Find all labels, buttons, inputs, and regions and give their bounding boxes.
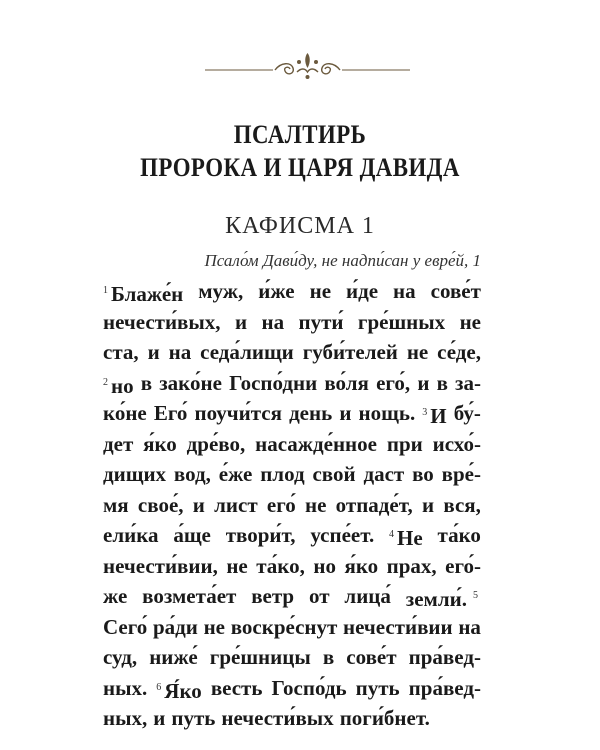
word: и: [153, 706, 166, 730]
verse-number: 4: [389, 529, 395, 540]
text-line: [103, 398, 481, 429]
text-line: [103, 307, 481, 338]
word: путь: [171, 706, 216, 730]
page-title-line-1: ПСАЛТИРЬ: [233, 120, 367, 149]
word: путь: [355, 675, 400, 700]
word: Госпо́дь: [271, 675, 347, 700]
text-line: [103, 490, 481, 521]
text-line: [103, 520, 481, 551]
word: успе́ет.: [310, 523, 375, 547]
word: возмета́ет: [142, 584, 237, 608]
word: пра́вед-: [408, 645, 481, 669]
word: ели́ка: [103, 523, 159, 547]
word: не: [203, 614, 225, 639]
word: губи́телей: [302, 340, 398, 364]
word: и: [234, 309, 248, 334]
word: не: [309, 279, 332, 303]
word: е́же: [218, 462, 253, 486]
text-line: [103, 581, 481, 612]
word: поучи́тся: [194, 401, 282, 425]
verse-number: 3: [422, 407, 428, 418]
text-line: [103, 337, 481, 368]
word: Его́: [153, 401, 188, 425]
word: нощь.: [358, 401, 416, 425]
word: ста,: [103, 340, 139, 364]
word: и: [417, 370, 430, 395]
word: ко́не: [103, 401, 147, 425]
word: свой: [312, 462, 356, 486]
word: в: [140, 370, 153, 395]
word: дре́во,: [186, 431, 246, 456]
word: и: [339, 401, 352, 425]
page-title-line-2: ПРОРОКА И ЦАРЯ ДАВИДА: [140, 153, 460, 182]
word: и́де: [346, 279, 379, 303]
word: мя: [103, 492, 129, 517]
word: нечести́вых,: [103, 309, 221, 334]
text-line: [103, 673, 481, 704]
word: дет: [103, 431, 134, 456]
word: бу́-: [453, 401, 481, 425]
word: во́ля: [324, 370, 369, 395]
word: суд,: [103, 645, 138, 669]
word: не: [305, 492, 327, 517]
word: нечести́вии: [343, 614, 453, 639]
word: земли́. $^5$: [405, 587, 478, 611]
word: муж,: [198, 279, 244, 303]
word: дищих: [103, 462, 167, 486]
word: Сего́: [103, 614, 148, 639]
word: не: [226, 553, 248, 578]
word: исхо́-: [432, 431, 481, 456]
word: $^2$ но: [103, 373, 134, 398]
word: прах,: [386, 553, 437, 578]
word: же: [103, 584, 128, 608]
word: ных.: [103, 675, 148, 700]
word: сове́т: [346, 645, 397, 669]
word: и́же: [258, 279, 295, 303]
word: пути́: [298, 309, 344, 334]
word: зако́не: [159, 370, 222, 395]
word: его́-: [445, 553, 481, 578]
word: при: [386, 431, 423, 456]
ornament-divider: [205, 46, 410, 86]
verse-number: 6: [156, 681, 162, 693]
word: $^3$ И: [422, 404, 447, 428]
word: воскре́снут: [230, 614, 338, 639]
word: се́де,: [437, 340, 481, 364]
psalm-body: [103, 276, 481, 734]
word: отпаде́т,: [335, 492, 413, 517]
word: лист: [214, 492, 258, 517]
word: его́: [266, 492, 296, 517]
word: не: [406, 340, 429, 364]
word: ниже́: [149, 645, 198, 669]
word: насажде́нное: [255, 431, 377, 456]
text-line: [103, 551, 481, 582]
word: и: [422, 492, 435, 517]
word: на: [458, 614, 481, 639]
text-line: [103, 459, 481, 490]
text-line: [103, 703, 481, 734]
word: я́ко: [143, 431, 177, 456]
psalm-subtitle: Псало́м Дави́ду, не надпи́сан у евре́й, 1: [204, 251, 481, 270]
word: твори́т,: [225, 523, 296, 547]
word: плод: [260, 462, 305, 486]
text-line: [103, 368, 481, 399]
word: но: [313, 553, 336, 578]
word: $^6$ Я́ко: [156, 678, 202, 703]
word: сове́т: [430, 279, 481, 303]
word: Госпо́дни: [229, 370, 318, 395]
word: я́ко: [344, 553, 379, 578]
word: и: [147, 340, 160, 364]
word: даст: [363, 462, 405, 486]
word: седа́лищи: [200, 340, 294, 364]
kafisma-heading: КАФИСМА 1: [225, 213, 375, 239]
word: в: [436, 370, 448, 395]
word: вре́-: [441, 462, 481, 486]
word: гре́шных: [357, 309, 446, 334]
word: на: [393, 279, 416, 303]
word: ра́ди: [152, 614, 198, 639]
word: лица́: [344, 584, 391, 608]
word: вся,: [443, 492, 481, 517]
word: не: [459, 309, 481, 334]
word: его́,: [376, 370, 411, 395]
word: та́ко,: [256, 553, 305, 578]
word: $^1$ Блаже́н: [103, 282, 184, 306]
word: во: [412, 462, 434, 486]
word: та́ко: [437, 523, 481, 547]
word: ных,: [103, 706, 148, 730]
word: а́ще: [173, 523, 211, 547]
word: за-: [455, 370, 481, 395]
text-line: [103, 612, 481, 643]
verse-number: 5: [472, 590, 478, 601]
word: ветр: [251, 584, 295, 608]
word: от: [309, 584, 330, 608]
word: пра́вед-: [408, 675, 481, 700]
word: нечести́вии,: [103, 553, 218, 578]
text-line: [103, 429, 481, 460]
verse-number: 1: [103, 285, 108, 296]
word: в: [322, 645, 335, 669]
verse-number: 2: [103, 376, 108, 388]
word: нечести́вых: [221, 706, 334, 730]
word: день: [289, 401, 333, 425]
word: $^4$ Не: [389, 526, 423, 550]
text-line: [103, 276, 481, 307]
word: свое́,: [137, 492, 184, 517]
word: весть: [210, 675, 263, 700]
text-line: [103, 642, 481, 673]
word: на: [168, 340, 192, 364]
word: вод,: [173, 462, 211, 486]
word: гре́шницы: [209, 645, 311, 669]
word: на: [261, 309, 285, 334]
word: и: [192, 492, 205, 517]
word: поги́бнет.: [339, 706, 430, 730]
